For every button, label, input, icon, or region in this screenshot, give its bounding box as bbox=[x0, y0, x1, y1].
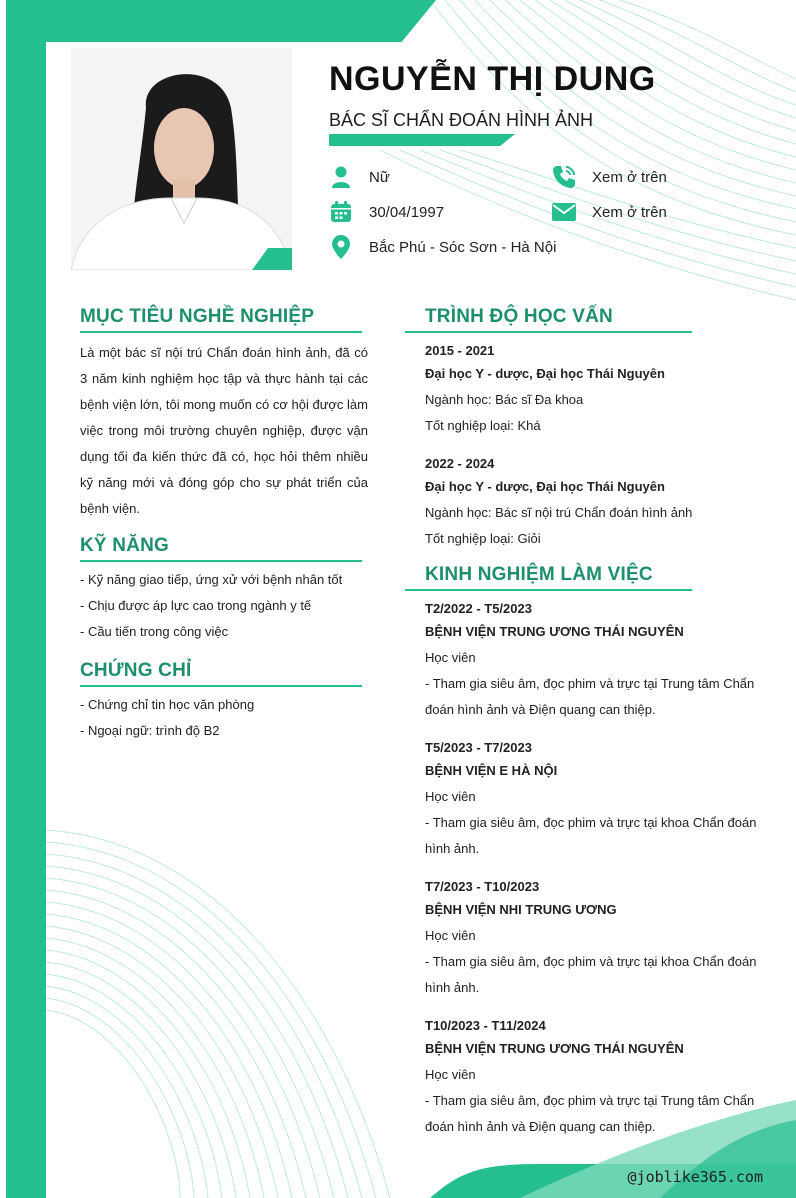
entry-date: T5/2023 - T7/2023 bbox=[425, 740, 532, 755]
certificates-heading: CHỨNG CHỈ bbox=[80, 660, 192, 681]
objective-underline bbox=[80, 331, 362, 333]
experience-underline bbox=[405, 589, 692, 591]
entry-major: Ngành học: Bác sĩ Đa khoa bbox=[425, 392, 584, 407]
entry-role: Học viên bbox=[425, 928, 476, 943]
entry-description: - Tham gia siêu âm, đọc phim và trực tại khoa Chẩn đoán hình ảnh. bbox=[425, 954, 757, 995]
skills-heading: KỸ NĂNG bbox=[80, 535, 170, 556]
entry-result: Tốt nghiệp loại: Giỏi bbox=[425, 531, 541, 546]
education-entry bbox=[425, 454, 765, 552]
candidate-title: BÁC SĨ CHẨN ĐOÁN HÌNH ẢNH bbox=[329, 110, 594, 130]
entry-description: - Tham gia siêu âm, đọc phim và trực tại Trung tâm Chẩn đoán hình ảnh và Điện quang can thiệp. bbox=[425, 676, 755, 717]
gender-value: Nữ bbox=[369, 168, 390, 186]
certificates-underline bbox=[80, 685, 362, 687]
entry-role: Học viên bbox=[425, 789, 476, 804]
birthdate-value: 30/04/1997 bbox=[369, 203, 445, 221]
experience-entry bbox=[425, 1016, 765, 1140]
phone-value: Xem ở trên bbox=[592, 168, 667, 186]
education-heading: TRÌNH ĐỘ HỌC VẤN bbox=[425, 306, 613, 327]
gender-row bbox=[329, 165, 390, 189]
entry-role: Học viên bbox=[425, 650, 476, 665]
entry-major: Ngành học: Bác sĩ nội trú Chẩn đoán hình ảnh bbox=[425, 505, 693, 520]
entry-organization: BỆNH VIỆN NHI TRUNG ƯƠNG bbox=[425, 902, 617, 917]
experience-entry bbox=[425, 877, 765, 1001]
email-row bbox=[552, 200, 667, 224]
skills-list bbox=[80, 567, 342, 645]
skills-underline bbox=[80, 560, 362, 562]
entry-role: Học viên bbox=[425, 1067, 476, 1082]
list-item: - Chứng chỉ tin học văn phòng bbox=[80, 697, 255, 712]
entry-school: Đại học Y - dược, Đại học Thái Nguyên bbox=[425, 479, 665, 494]
entry-description: - Tham gia siêu âm, đọc phim và trực tại Trung tâm Chẩn đoán hình ảnh và Điện quang can thiệp. bbox=[425, 1093, 755, 1134]
entry-description: - Tham gia siêu âm, đọc phim và trực tại khoa Chẩn đoán hình ảnh. bbox=[425, 815, 757, 856]
left-accent-bar bbox=[6, 0, 46, 1198]
entry-organization: BỆNH VIỆN TRUNG ƯƠNG THÁI NGUYÊN bbox=[425, 624, 684, 639]
phone-icon bbox=[552, 165, 576, 189]
objective-heading: MỤC TIÊU NGHỀ NGHIỆP bbox=[80, 306, 315, 327]
entry-date: T10/2023 - T11/2024 bbox=[425, 1018, 546, 1033]
person-icon bbox=[329, 165, 353, 189]
entry-date: T7/2023 - T10/2023 bbox=[425, 879, 540, 894]
objective-text: Là một bác sĩ nội trú Chẩn đoán hình ảnh, đã có 3 năm kinh nghiệm học tập và thực hành tại các bệnh viện lớn, tôi mong muốn có cơ hội được làm việc trong môi trường chuyên nghiệp, được vận dụng tối đa kiến thức đã có, học hỏi thêm nhiều kỹ năng mới và đóng góp cho sự phát triển của bệnh viện. bbox=[80, 345, 368, 516]
entry-date: 2015 - 2021 bbox=[425, 343, 495, 358]
address-row bbox=[329, 235, 556, 259]
experience-heading: KINH NGHIỆM LÀM VIỆC bbox=[425, 564, 653, 585]
list-item: - Ngoại ngữ: trình độ B2 bbox=[80, 723, 220, 738]
email-icon bbox=[552, 200, 576, 224]
wave-lines-bottom-decoration bbox=[0, 820, 430, 1198]
experience-entry bbox=[425, 599, 765, 723]
address-value: Bắc Phú - Sóc Sơn - Hà Nội bbox=[369, 238, 557, 256]
list-item: - Cầu tiến trong công việc bbox=[80, 624, 229, 639]
calendar-icon bbox=[329, 200, 353, 224]
list-item: - Kỹ năng giao tiếp, ứng xử với bệnh nhân tốt bbox=[80, 572, 343, 587]
experience-entry bbox=[425, 738, 765, 862]
footer-handle: @joblike365.com bbox=[627, 1168, 763, 1186]
phone-row bbox=[552, 165, 667, 189]
certificates-list bbox=[80, 692, 254, 744]
entry-organization: BỆNH VIỆN E HÀ NỘI bbox=[425, 763, 558, 778]
email-value: Xem ở trên bbox=[592, 203, 667, 221]
top-accent-bar bbox=[6, 0, 436, 42]
title-underline bbox=[329, 134, 515, 146]
entry-date: 2022 - 2024 bbox=[425, 456, 495, 471]
birthdate-row bbox=[329, 200, 444, 224]
education-entry bbox=[425, 341, 765, 439]
entry-school: Đại học Y - dược, Đại học Thái Nguyên bbox=[425, 366, 665, 381]
entry-date: T2/2022 - T5/2023 bbox=[425, 601, 532, 616]
entry-result: Tốt nghiệp loại: Khá bbox=[425, 418, 541, 433]
candidate-name: NGUYỄN THỊ DUNG bbox=[329, 60, 656, 98]
list-item: - Chịu được áp lực cao trong ngành y tế bbox=[80, 598, 312, 613]
profile-photo bbox=[71, 48, 292, 270]
education-underline bbox=[405, 331, 692, 333]
entry-organization: BỆNH VIỆN TRUNG ƯƠNG THÁI NGUYÊN bbox=[425, 1041, 684, 1056]
location-pin-icon bbox=[329, 235, 353, 259]
